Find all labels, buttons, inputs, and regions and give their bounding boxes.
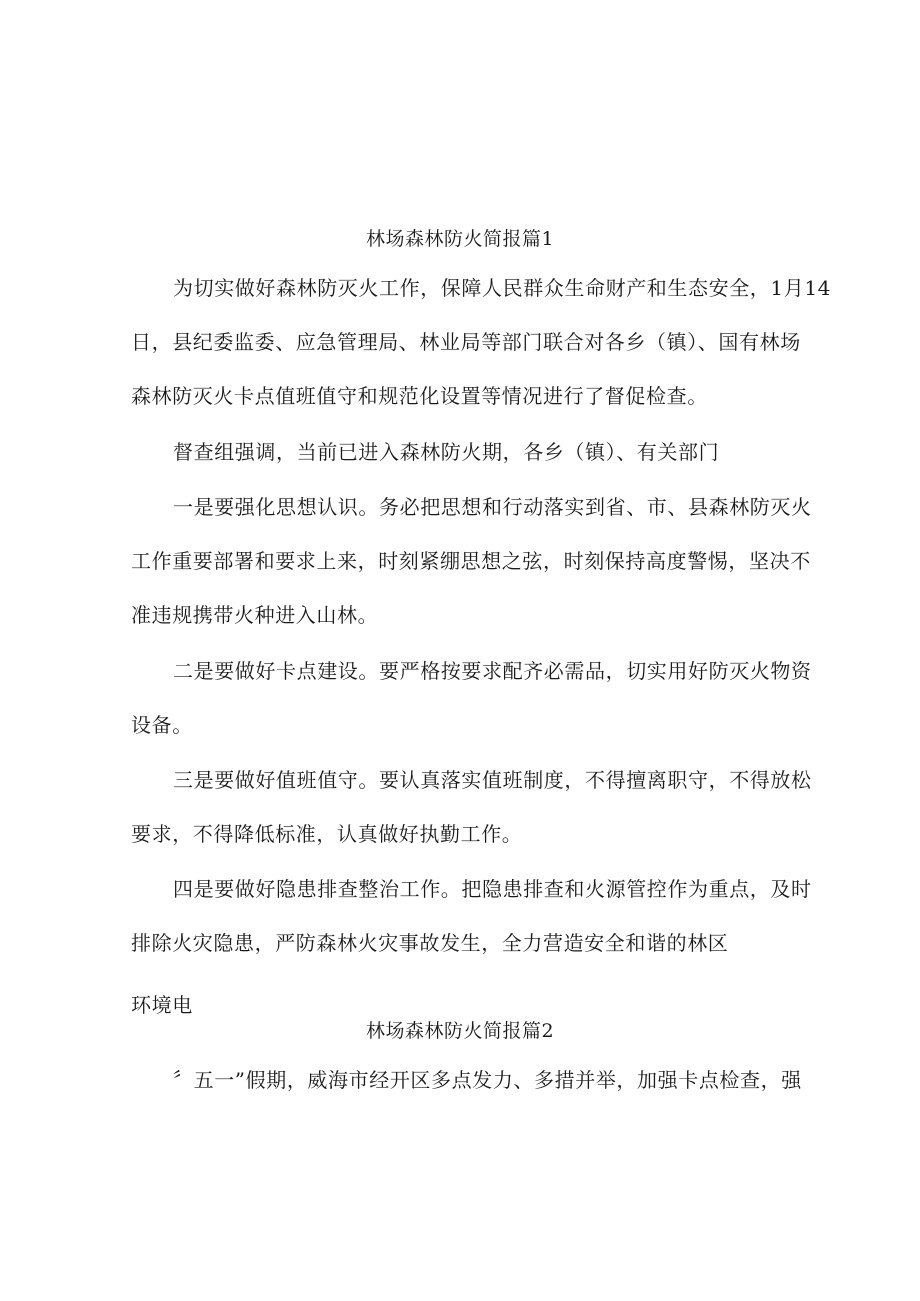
paragraph-line: 环境电 [131, 993, 193, 1017]
paragraph-line: 四是要做好隐患排查整治工作。把隐患排查和火源管控作为重点，及时 [173, 877, 812, 901]
paragraph-line: 为切实做好森林防灭火工作，保障人民群众生命财产和生态安全，1月14 [173, 276, 831, 300]
section-2-title: 林场森林防火简报篇2 [365, 1020, 555, 1042]
paragraph-line: 二是要做好卡点建设。要严格按要求配齐必需品，切实用好防灭火物资 [173, 659, 812, 683]
paragraph-line: 日，县纪委监委、应急管理局、林业局等部门联合对各乡（镇）、国有林场 [131, 330, 801, 354]
paragraph-line: 设备。 [131, 713, 193, 737]
paragraph-line: 〞五一”假期，威海市经开区多点发力、多措并举，加强卡点检查，强 [173, 1068, 802, 1092]
paragraph-line: 工作重要部署和要求上来，时刻紧绷思想之弦，时刻保持高度警惕，坚决不 [131, 549, 811, 573]
paragraph-line: 准违规携带火种进入山林。 [131, 603, 379, 627]
paragraph-line: 一是要强化思想认识。务必把思想和行动落实到省、市、县森林防灭火 [173, 495, 812, 519]
paragraph-line: 督查组强调，当前已进入森林防火期，各乡（镇）、有关部门 [173, 440, 720, 464]
paragraph-line: 三是要做好值班值守。要认真落实值班制度，不得擅离职守，不得放松 [173, 768, 812, 792]
section-1-title: 林场森林防火简报篇1 [365, 228, 555, 250]
paragraph-line: 排除火灾隐患，严防森林火灾事故发生，全力营造安全和谐的林区 [131, 931, 729, 955]
paragraph-line: 森林防灭火卡点值班值守和规范化设置等情况进行了督促检查。 [131, 384, 708, 408]
paragraph-line: 要求，不得降低标准，认真做好执勤工作。 [131, 822, 523, 846]
